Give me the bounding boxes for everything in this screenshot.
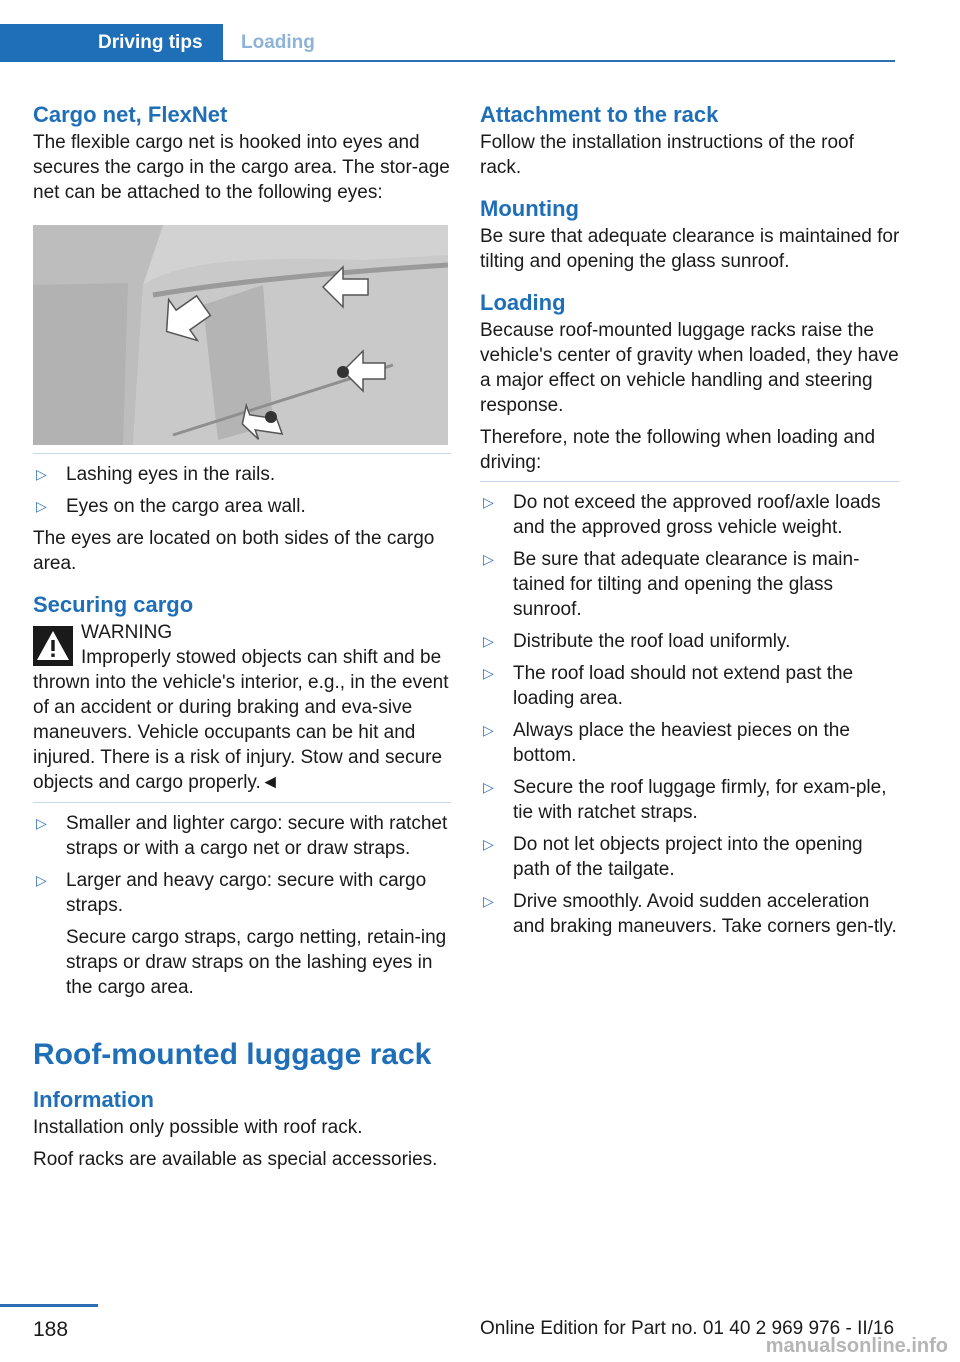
triangle-bullet-icon: ▷ (483, 836, 494, 852)
header-tabs (0, 24, 895, 62)
mounting-heading: Mounting (480, 196, 579, 221)
tab-driving-tips[interactable]: Driving tips (0, 24, 223, 62)
list-item: ▷ Do not let objects project into the opening path of the tailgate. (483, 834, 863, 880)
info-line-1: Installation only possible with roof rack. (33, 1117, 363, 1138)
list-item: ▷ Distribute the roof load uniformly. (483, 631, 791, 652)
triangle-bullet-icon: ▷ (483, 551, 494, 567)
warning-triangle-icon (33, 626, 73, 666)
tab-loading[interactable]: Loading (241, 32, 315, 53)
footer-rule (0, 1304, 98, 1307)
list-item: ▷ Be sure that adequate clearance is main-tained for tilting and opening the glass sunroof. (483, 549, 860, 620)
mounting-text: Be sure that adequate clearance is maintained for tilting and opening the glass sunroof. (480, 226, 900, 272)
left-column (33, 100, 451, 1172)
information-heading: Information (33, 1087, 154, 1112)
info-line-2: Roof racks are available as special accessories. (33, 1149, 438, 1170)
eyes-note: The eyes are located on both sides of the cargo area. (33, 528, 435, 574)
loading-text: Because roof-mounted luggage racks raise the vehicle's center of gravity when loaded, they have a major effect on vehicle handling and steering response. (480, 320, 899, 416)
list-item: ▷ Always place the heaviest pieces on the bottom. (483, 720, 850, 766)
loading-note: Therefore, note the following when loading and driving: (480, 427, 876, 473)
warning-text: Improperly stowed objects can shift and be thrown into the vehicle's interior, e.g., in the event of an accident or during braking and eva-sive maneuvers. Vehicle occupants can be hit and injured. There is a risk of injury. Stow and secure objects and cargo properly.◄ (33, 647, 449, 793)
secure-list (33, 811, 451, 1000)
edition-text: Online Edition for Part no. 01 40 2 969 976 - II/16 (480, 1318, 895, 1339)
cargo-area-illustration (33, 225, 448, 445)
triangle-bullet-icon: ▷ (483, 633, 494, 649)
cargo-net-text: The flexible cargo net is hooked into eyes and secures the cargo in the cargo area. The stor-age net can be attached to the following eyes: (33, 132, 450, 203)
loading-list (480, 490, 900, 939)
list-item: ▷ The roof load should not extend past the loading area. (483, 663, 854, 709)
eye-list (33, 462, 451, 519)
triangle-bullet-icon: ▷ (36, 466, 47, 482)
attachment-text: Follow the installation instructions of the roof rack. (480, 132, 854, 178)
list-item: ▷ Eyes on the cargo area wall. (36, 496, 306, 517)
divider (480, 481, 900, 482)
watermark: manualsonline.info (765, 1335, 948, 1357)
cargo-net-heading: Cargo net, FlexNet (33, 102, 228, 127)
divider (33, 453, 451, 454)
roof-rack-heading: Roof-mounted luggage rack (33, 1038, 432, 1071)
list-item: ▷ Lashing eyes in the rails. (36, 464, 276, 485)
warning-label: WARNING (81, 622, 173, 643)
loading-heading: Loading (480, 290, 566, 315)
list-item: ▷ Drive smoothly. Avoid sudden acceleration and braking maneuvers. Take corners gen-tly. (483, 891, 897, 937)
triangle-bullet-icon: ▷ (36, 498, 47, 514)
triangle-bullet-icon: ▷ (483, 665, 494, 681)
list-item: ▷ Do not exceed the approved roof/axle loads and the approved gross vehicle weight. (483, 492, 881, 538)
page-number: 188 (33, 1318, 69, 1341)
right-column (480, 100, 900, 946)
cargo-area-photo (33, 225, 448, 445)
triangle-bullet-icon: ▷ (36, 872, 47, 888)
securing-cargo-heading: Securing cargo (33, 592, 194, 617)
triangle-bullet-icon: ▷ (483, 494, 494, 510)
list-item: ▷ Secure the roof luggage firmly, for exam-ple, tie with ratchet straps. (483, 777, 887, 823)
secure-sub-text: Secure cargo straps, cargo netting, retain-ing straps or draw straps on the lashing eyes in the cargo area. (66, 927, 447, 998)
triangle-bullet-icon: ▷ (36, 815, 47, 831)
attachment-heading: Attachment to the rack (480, 102, 719, 127)
triangle-bullet-icon: ▷ (483, 722, 494, 738)
list-item: ▷ Smaller and lighter cargo: secure with ratchet straps or with a cargo net or draw straps. (36, 813, 448, 859)
triangle-bullet-icon: ▷ (483, 893, 494, 909)
warning-block (33, 620, 451, 795)
divider (33, 802, 451, 803)
triangle-bullet-icon: ▷ (483, 779, 494, 795)
list-item: ▷ Larger and heavy cargo: secure with cargo straps. Secure cargo straps, cargo netting, retain-ing straps or draw straps on the lashing eyes in the cargo area. (33, 868, 451, 1000)
